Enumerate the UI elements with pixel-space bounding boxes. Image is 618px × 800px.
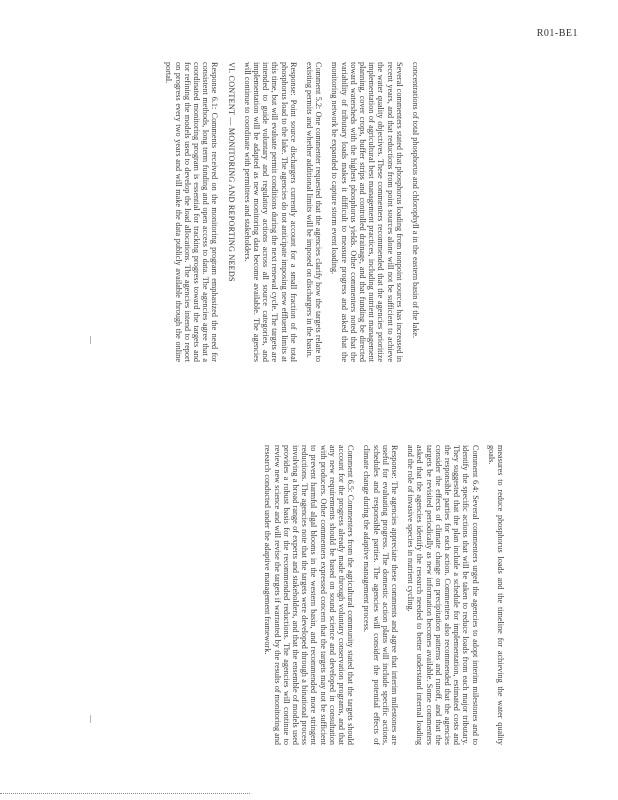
bottom-paragraph: Response: The agencies appreciate these comments and agree that interim milestones are useful for evaluating progress. The domestic action plans will include specific actions, schedules and responsible parties. The agencies will consider the potential effects of climate change during the adaptive management process. (362, 445, 399, 745)
section-heading: VI. CONTENT — MONITORING AND REPORTING NEEDS (226, 62, 236, 282)
top-paragraph: Comment 5.2: One commenter requested that the agencies clarify how the targets relate to existing permits and whether additional limits will be imposed on dischargers in the basin. (304, 62, 324, 362)
bottom-text-column (265, 445, 505, 745)
top-lead-text: concentrations of total phosphorus and chlorophyll a in the eastern basin of the lake. (411, 62, 420, 339)
bottom-paragraph: Comment 6.4: Several commenters urged the agencies to adopt interim milestones and to identify the specific actions that will be taken to reduce loads from each major tributary. They suggested that the plan include a schedule for implementation, estimated costs and the responsible parties for each action. Commenters also recommended that the agencies consider the effects of climate change on precipitation patterns and runoff, and that the targets be revisited periodically as new information becomes available. Some commenters asked that the agencies identify the research needed to better understand internal loading and the role of invasive species in nutrient cycling. (406, 445, 480, 745)
top-paragraph: Response: Point source dischargers currently account for a small fraction of the total phosphorus load to the lake. The agencies do not anticipate imposing new effluent limits at this time, but will evaluate permit conditions during the next renewal cycle. The targets are intended to guide voluntary and regulatory actions across all source categories, and implementation will be adapted as new monitoring data become available. The agencies will continue to coordinate with permittees and stakeholders. (242, 62, 298, 362)
top-paragraph: Response 6.1: Comments received on the monitoring program emphasized the need for consistent methods, long term funding and open access to data. The agencies agree that a coordinated monitoring program is essential for tracking progress toward the targets and for refining the models used to develop the load allocations. The agencies intend to report on progress every two years and will make the data publicly available through the online portal. (164, 62, 220, 362)
document-code: R01-BE1 (536, 28, 578, 39)
bottom-paragraph: Comment 6.5: Commenters from the agricultural community stated that the targets should account for the progress already made through voluntary conservation programs, and that any new requirements should be based on sound science and developed in consultation with producers. Other commenters expressed concern that the targets may not be sufficient to prevent harmful algal blooms in the western basin, and recommended more stringent reductions. The agencies note that the targets were developed through a binational process involving a broad range of experts and stakeholders, and that the ensemble of models used provides a robust basis for the recommended reductions. The agencies will continue to review new science and will revise the targets if warranted by the results of monitoring and research conducted under the adaptive management framework. (263, 445, 356, 745)
top-text-column (130, 62, 420, 362)
bottom-lead-text: measures to reduce phosphorus loads and the timeline for achieving the water quality goals. (486, 445, 505, 745)
page-number-bottom: — (87, 715, 96, 723)
page-number-top: — (87, 336, 96, 344)
top-paragraph: Several commenters stated that phosphorus loading from nonpoint sources has increased in recent years, and that reductions from point sources alone will not be sufficient to achieve the water quality objectives. These commenters recommended that the agencies prioritize implementation of agricultural best management practices, including nutrient management planning, cover crops, buffer strips and controlled drainage, and that funding be directed toward watersheds with the highest phosphorus yields. Other commenters noted that the variability of tributary loads makes it difficult to measure progress and asked that the monitoring network be expanded to capture storm event loading. (330, 62, 404, 362)
footer-rule (0, 793, 250, 794)
